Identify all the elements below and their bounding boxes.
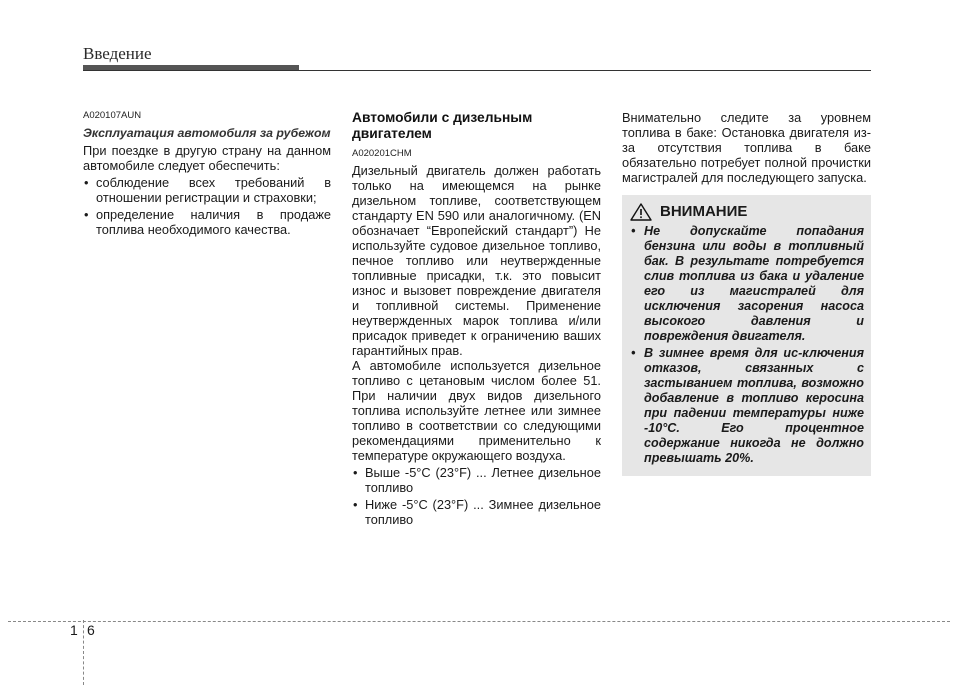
column-left	[83, 110, 331, 237]
bullet-list	[83, 175, 331, 237]
paragraph: А автомобиле используется дизельное топливо с цетановым числом более 51. При наличии двух видов дизельного топлива используйте летнее или зимнее топливо в соответствии со следующими рекомендациями применительно к температуре окружающего воздуха.	[352, 358, 601, 463]
warning-list	[630, 224, 864, 466]
warning-item: • Не допускайте попадания бензина или воды в топливный бак. В результате потребуется слив топлива из бака и удаление его из магистралей для исключения засорения насоса высокого давления и повреждения двигателя.	[630, 224, 864, 344]
column-middle	[352, 110, 601, 527]
section-heading: Автомобили с дизельным двигателем	[352, 110, 533, 141]
subsection-heading: Эксплуатация автомобиля за рубежом	[83, 126, 331, 140]
paragraph: Внимательно следите за уровнем топлива в баке: Остановка двигателя из-за отсутствия топлива в баке обязательно потребует полной прочистки магистралей для последующего запуска.	[622, 110, 871, 185]
section-title: Введение	[83, 44, 152, 63]
section-code: A020107AUN	[83, 110, 142, 121]
bullet-list	[352, 465, 601, 527]
warning-item: • В зимнее время для ис-ключения отказов, связанных с застыванием топлива, возможно добавление в топливо керосина при падении температуры ниже -10°C. Его процентное содержание никогда не должно превышать 20%.	[630, 346, 864, 466]
warning-triangle-icon	[630, 203, 652, 221]
list-item: • определение наличия в продаже топлива необходимого качества.	[83, 207, 331, 237]
column-right	[622, 110, 871, 476]
footer-divider	[83, 620, 84, 685]
warning-header	[630, 202, 864, 222]
paragraph: При поездке в другую страну на данном автомобиле следует обеспечить:	[83, 143, 331, 173]
warning-box	[622, 195, 871, 476]
section-code: A020201CHM	[352, 148, 412, 159]
paragraph: Дизельный двигатель должен работать только на имеющемся на рынке дизельном топливе, соответствующем стандарту EN 590 или аналогичному. (EN обозначает “Европейский стандарт”) Не используйте судовое дизельное топливо, печное топливо или неутвержденные топливные присадки, т.к. это повысит износ и вызовет повреждение двигателя и топливной системы. Применение неутвержденных марок топлива и/или присадок приведет к ограничению ваших гарантийных прав.	[352, 163, 601, 358]
list-item: • Ниже -5°C (23°F) ... Зимнее дизельное топливо	[352, 497, 601, 527]
list-item: • Выше -5°C (23°F) ... Летнее дизельное топливо	[352, 465, 601, 495]
footer-rule	[8, 621, 950, 622]
header-rule	[83, 70, 871, 71]
warning-title: ВНИМАНИЕ	[660, 203, 748, 220]
page-number: 6	[87, 622, 95, 638]
list-item: • соблюдение всех требований в отношении регистрации и страховки;	[83, 175, 331, 205]
chapter-number: 1	[70, 622, 78, 638]
